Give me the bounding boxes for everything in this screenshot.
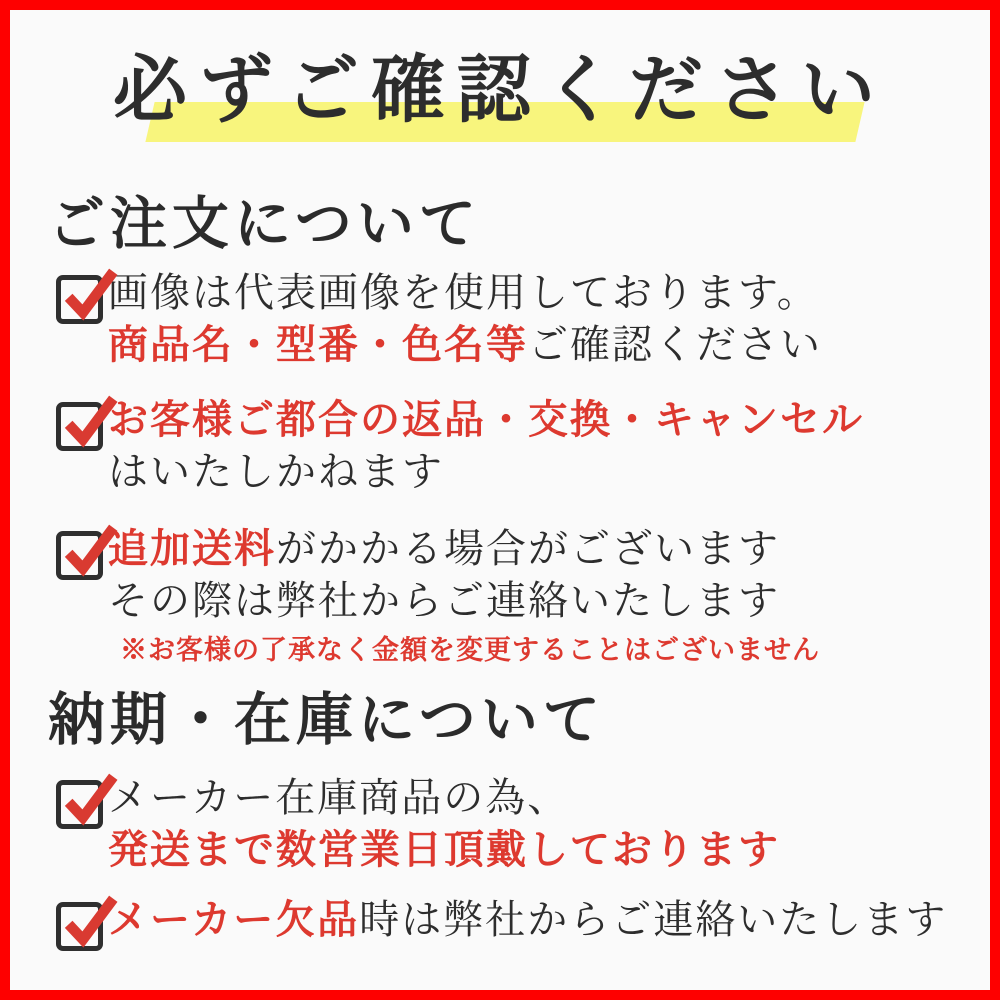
checkbox-icon	[56, 275, 103, 324]
checkmark-icon	[62, 893, 119, 950]
checkbox-icon	[56, 780, 103, 829]
item-line	[108, 772, 974, 824]
checkmark-icon	[62, 266, 119, 323]
item-text: がかかる場合がございます	[276, 526, 780, 571]
item-text-emphasis: 追加送料	[108, 526, 276, 571]
checkbox-icon	[56, 531, 103, 580]
checkmark-icon	[62, 522, 119, 579]
item-text-emphasis: 発送まで数営業日頂戴しております	[108, 827, 780, 872]
notice-item-returns	[56, 394, 974, 498]
checkbox-icon	[56, 902, 103, 951]
item-text-emphasis: お客様ご都合の返品・交換・キャンセル	[108, 397, 864, 442]
item-line	[108, 446, 974, 498]
item-line	[108, 894, 974, 946]
item-line	[108, 523, 974, 575]
item-text: 時は弊社からご連絡いたします	[359, 897, 948, 942]
item-note	[108, 627, 974, 673]
checkmark-icon	[62, 393, 119, 450]
section-heading-order: ご注文について	[48, 193, 481, 256]
item-line	[108, 824, 974, 876]
item-text: 画像は代表画像を使用しております。	[108, 270, 819, 315]
checkbox-icon	[56, 402, 103, 451]
item-text-emphasis: メーカー欠品	[108, 897, 360, 942]
page-title: 必ずご確認ください	[113, 50, 887, 132]
note-text: ※お客様の了承なく金額を変更することはございません	[120, 635, 820, 665]
notice-item-extra-shipping	[56, 523, 974, 673]
item-line	[108, 575, 974, 627]
item-line	[108, 267, 974, 319]
item-line	[108, 394, 974, 446]
section-heading-delivery-stock: 納期・在庫について	[48, 689, 605, 752]
notice-item-maker-shortage	[56, 894, 974, 946]
item-text-emphasis: 商品名・型番・色名等	[108, 322, 528, 367]
item-text: メーカー在庫商品の為、	[108, 775, 570, 820]
item-text: その際は弊社からご連絡いたします	[108, 578, 780, 623]
item-line	[108, 319, 974, 371]
notice-item-maker-stock	[56, 772, 974, 876]
checkmark-icon	[62, 771, 119, 828]
notice-item-representative-image	[56, 267, 974, 371]
item-text: ご確認ください	[528, 322, 822, 367]
item-text: はいたしかねます	[108, 449, 444, 494]
